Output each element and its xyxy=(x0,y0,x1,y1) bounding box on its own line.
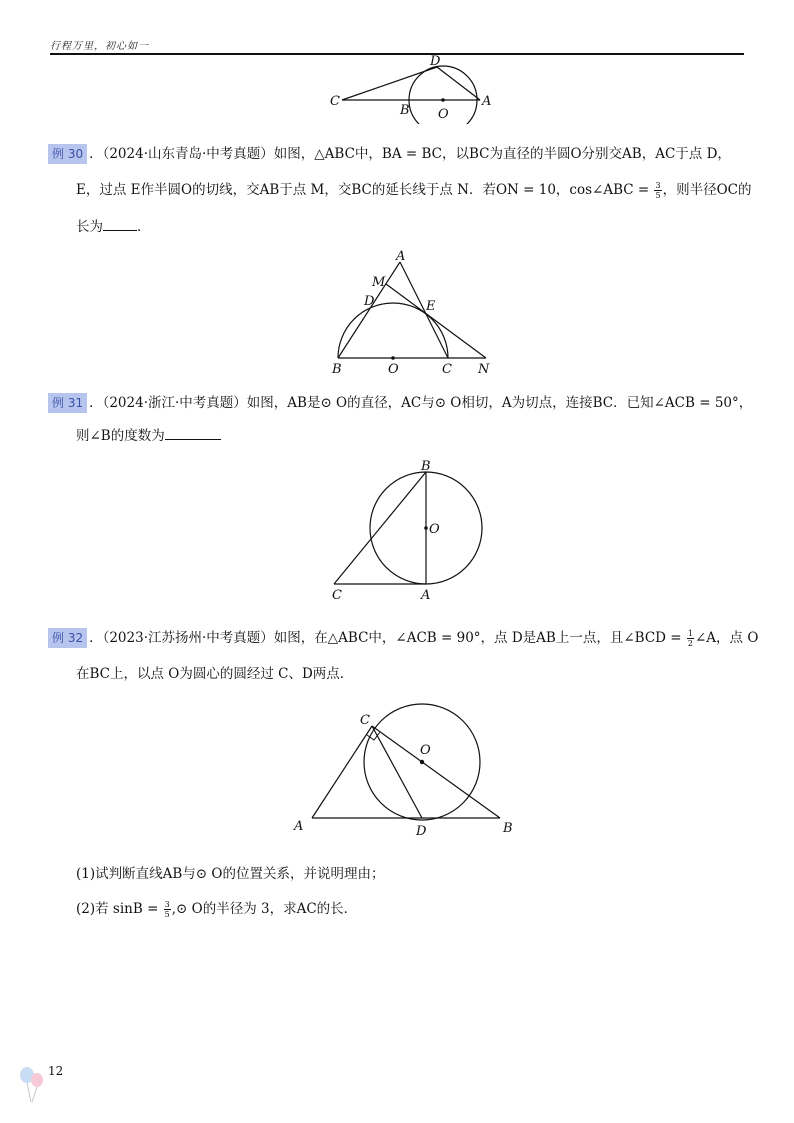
label-o: O xyxy=(429,522,440,537)
answer-blank xyxy=(103,216,137,231)
fraction-1-2: $\frac{1}{2}$ xyxy=(687,629,693,648)
figure-example32 xyxy=(290,702,520,840)
segment-ac xyxy=(400,262,448,358)
label-a: A xyxy=(294,819,304,834)
label-a: A xyxy=(482,94,492,109)
label-a: A xyxy=(396,249,406,264)
label-c: C xyxy=(360,713,370,728)
label-c: C xyxy=(332,588,342,603)
label-o: O xyxy=(420,743,431,758)
header-motto: 行程万里，初心如一 xyxy=(50,41,149,52)
label-m: M xyxy=(372,275,386,290)
label-d: D xyxy=(416,824,427,839)
example32-tag: 例 32 xyxy=(48,628,87,648)
example31-line1: 例 31 ．（2024·浙江·中考真题）如图，AB是⊙ O的直径，AC与⊙ O相切，A为切点，连接BC．已知∠ACB = 50°， xyxy=(48,385,748,421)
label-d: D xyxy=(364,294,375,309)
center-dot xyxy=(424,526,428,530)
figure-top xyxy=(320,52,510,124)
label-b: B xyxy=(421,459,431,474)
label-b: B xyxy=(332,362,342,376)
label-n: N xyxy=(478,362,490,376)
segment-cd xyxy=(372,726,422,818)
fraction-3-5: $\frac{3}{5}$ xyxy=(655,181,661,200)
answer-blank xyxy=(165,425,221,440)
label-a: A xyxy=(421,588,431,603)
center-dot xyxy=(420,760,424,764)
label-o: O xyxy=(388,362,399,376)
label-b: B xyxy=(400,103,410,118)
segment-bc xyxy=(334,472,426,584)
center-dot xyxy=(441,98,445,102)
tangent-mn xyxy=(386,284,486,358)
label-o: O xyxy=(438,107,449,122)
segment-ac xyxy=(312,726,372,818)
label-e: E xyxy=(426,299,436,314)
segment-cd xyxy=(342,67,437,100)
example31-line2: 则∠B的度数为 xyxy=(76,418,776,454)
label-b: B xyxy=(503,821,513,836)
fraction-3-5: $\frac{3}{5}$ xyxy=(164,900,170,919)
segment-da xyxy=(437,67,480,100)
balloon-decoration xyxy=(18,1066,48,1110)
figure-example30 xyxy=(326,248,496,376)
label-c: C xyxy=(330,94,340,109)
center-dot xyxy=(391,356,395,360)
label-d: D xyxy=(430,54,441,69)
segment-cb xyxy=(372,726,500,818)
example32-question1: (1)试判断直线AB与⊙ O的位置关系，并说明理由； xyxy=(76,866,385,882)
example30-line3: 长为 ． xyxy=(76,209,776,245)
example30-line2: E，过点 E作半圆O的切线，交AB于点 M，交BC的延长线于点 N．若ON = 10，cos∠ABC = $\frac{3}{5}$ ，则半径OC的 xyxy=(76,181,752,200)
example30-line1: 例 30 ．（2024·山东青岛·中考真题）如图，△ABC中，BA = BC，以BC为直径的半圆O分别交AB，AC于点 D， xyxy=(48,136,748,172)
figure-example31 xyxy=(326,456,496,604)
example31-tag: 例 31 xyxy=(48,393,87,413)
example32-line2: 在BC上，以点 O为圆心的圆经过 C、D两点． xyxy=(76,666,354,682)
segment-ab xyxy=(338,262,400,358)
label-c: C xyxy=(442,362,452,376)
example32-line1: 例 32 ．（2023·江苏扬州·中考真题）如图，在△ABC中，∠ACB = 90°，点 D是AB上一点，且∠BCD = $\frac{1}{2}$ ∠A，点 O xyxy=(48,620,748,656)
example32-question2: (2)若 sinB = $\frac{3}{5}$ ,⊙ O的半径为 3，求AC的长． xyxy=(76,900,358,919)
page-number: 12 xyxy=(48,1064,64,1078)
example30-tag: 例 30 xyxy=(48,144,87,164)
